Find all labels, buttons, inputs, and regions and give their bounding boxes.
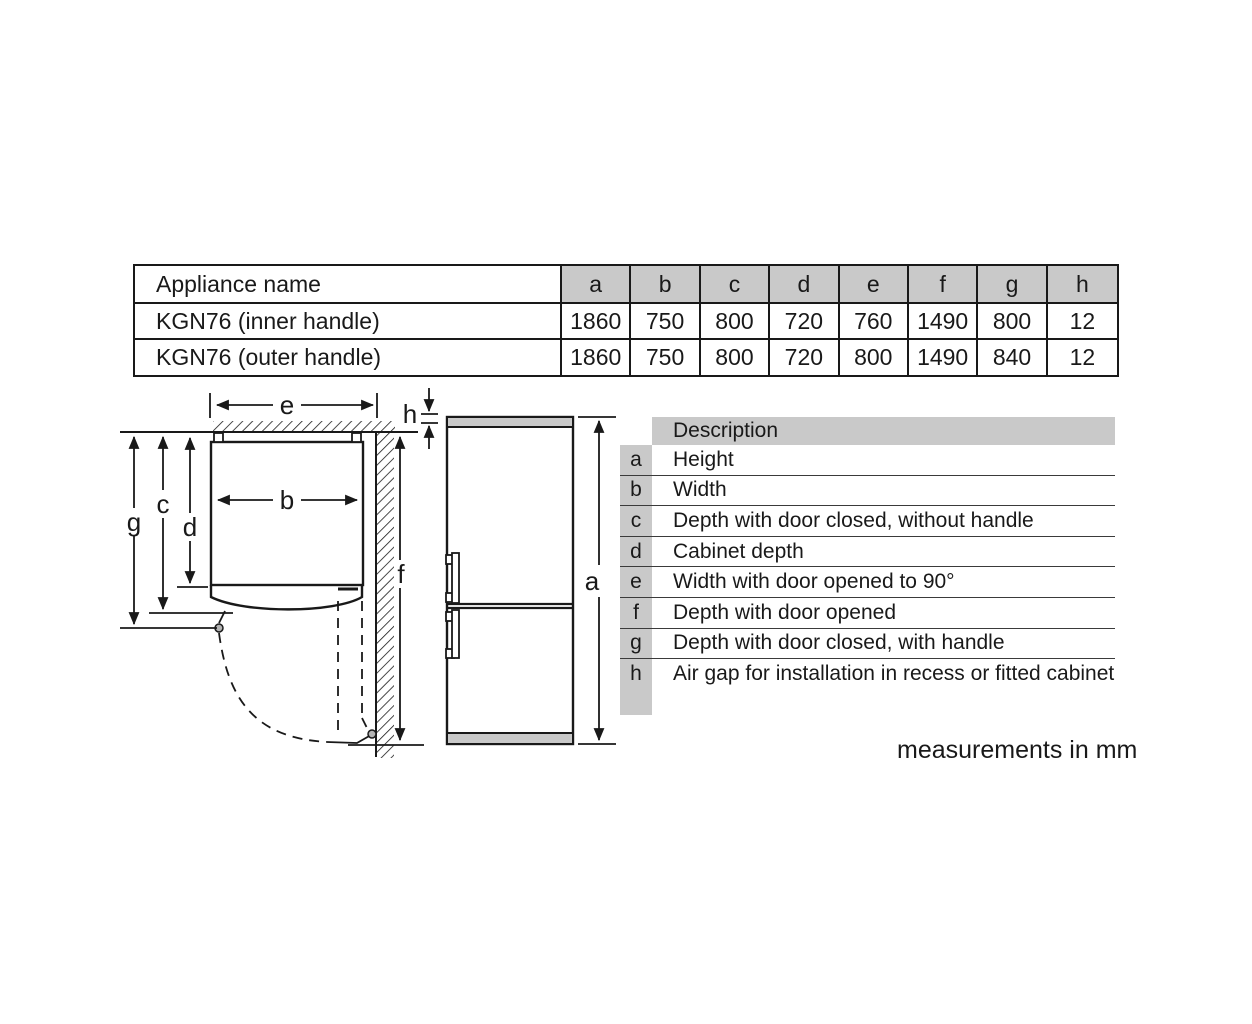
label-c: c xyxy=(156,489,170,519)
foot-left xyxy=(214,433,223,442)
value-cell: 750 xyxy=(631,340,700,375)
top-view xyxy=(120,393,424,758)
dim-description: Width xyxy=(673,478,727,502)
dim-key: f xyxy=(620,598,652,628)
description-row-b xyxy=(620,476,1115,507)
door-opened-dashed xyxy=(219,601,368,742)
label-h: h xyxy=(402,399,418,429)
dim-description: Cabinet depth xyxy=(673,539,804,563)
value-cell: 760 xyxy=(840,304,909,340)
label-g: g xyxy=(126,507,142,537)
dimensions-table xyxy=(133,264,1119,377)
col-header-b: b xyxy=(631,266,700,304)
label-d: d xyxy=(182,512,198,542)
description-row-h xyxy=(620,659,1115,689)
value-cell: 1490 xyxy=(909,304,978,340)
foot-right xyxy=(352,433,361,442)
value-cell: 750 xyxy=(631,304,700,340)
appliance-outline xyxy=(447,417,573,744)
top-panel xyxy=(447,417,573,427)
dim-description: Width with door opened to 90° xyxy=(673,570,955,594)
description-row-a xyxy=(620,445,1115,476)
door-opened-bottom xyxy=(327,735,371,743)
description-row-d xyxy=(620,537,1115,568)
plinth-panel xyxy=(447,733,573,744)
label-b: b xyxy=(279,485,295,515)
dim-description: Depth with door closed, without handle xyxy=(673,508,1034,532)
col-header-c: c xyxy=(701,266,770,304)
dim-key: a xyxy=(620,445,652,475)
col-header-d: d xyxy=(770,266,839,304)
value-cell: 840 xyxy=(978,340,1047,375)
value-cell: 800 xyxy=(701,340,770,375)
dim-key: g xyxy=(620,629,652,659)
value-cell: 1860 xyxy=(562,340,631,375)
value-cell: 800 xyxy=(978,304,1047,340)
label-a: a xyxy=(584,566,600,596)
dim-key: e xyxy=(620,567,652,597)
dim-key: d xyxy=(620,537,652,567)
description-table xyxy=(620,417,1115,715)
value-cell: 12 xyxy=(1069,344,1096,370)
dim-description: Depth with door closed, with handle xyxy=(673,631,1005,655)
col-header-f: f xyxy=(909,266,978,304)
description-row-g xyxy=(620,629,1115,660)
description-row-c xyxy=(620,506,1115,537)
value-cell: 720 xyxy=(770,304,839,340)
table-row-name: KGN76 (outer handle) xyxy=(135,340,562,375)
dim-key: c xyxy=(620,506,652,536)
dim-description: Depth with door opened xyxy=(673,600,896,624)
dim-key: b xyxy=(620,476,652,506)
label-e: e xyxy=(279,390,295,420)
description-header: Description xyxy=(652,417,1115,445)
value-cell: 1860 xyxy=(562,304,631,340)
dim-key: h xyxy=(620,659,652,689)
col-header-a: a xyxy=(562,266,631,304)
value-cell: 720 xyxy=(770,340,839,375)
door-swing-arc xyxy=(219,633,327,742)
dim-description: Air gap for installation in recess or fitted cabinet xyxy=(673,661,1115,685)
units-note: measurements in mm xyxy=(897,736,1138,764)
table-row-name: KGN76 (inner handle) xyxy=(135,304,562,340)
dim-h xyxy=(421,388,438,449)
description-row-e xyxy=(620,567,1115,598)
col-header-e: e xyxy=(840,266,909,304)
handle-knob-open xyxy=(368,730,376,738)
dim-description: Height xyxy=(673,447,734,471)
key-column-filler xyxy=(620,689,652,715)
label-f: f xyxy=(397,559,405,589)
value-cell: 1490 xyxy=(909,340,978,375)
description-row-f xyxy=(620,598,1115,629)
appliance-name-header: Appliance name xyxy=(135,266,562,304)
col-header-g: g xyxy=(978,266,1047,304)
value-cell: 800 xyxy=(701,304,770,340)
value-cell: 12 xyxy=(1048,304,1117,340)
value-cell: 800 xyxy=(840,340,909,375)
col-header-h: h xyxy=(1048,266,1117,304)
